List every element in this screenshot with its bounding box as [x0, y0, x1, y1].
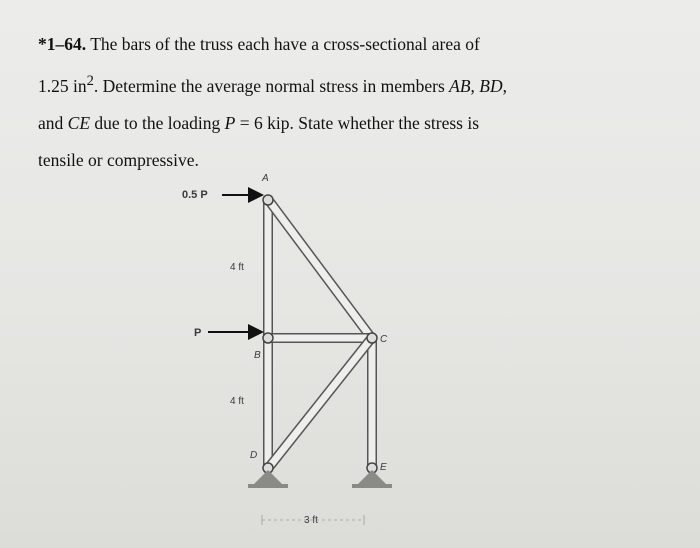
problem-line-3-start: and: [38, 112, 68, 133]
separator: ,: [470, 75, 480, 96]
problem-number: *1–64.: [38, 34, 87, 54]
member-ce: CE: [67, 112, 91, 133]
problem-line-4: tensile or compressive.: [38, 149, 199, 170]
node-label-d: D: [250, 450, 258, 461]
member-bd: BD: [479, 75, 503, 96]
problem-line-2-text: . Determine the average normal stress in members: [93, 75, 450, 96]
node-label-a: A: [262, 173, 269, 184]
joint-c: [367, 333, 377, 343]
truss-members: [268, 200, 372, 468]
problem-line-3-mid: due to the loading: [90, 112, 225, 133]
pin-supports: [248, 470, 392, 488]
dimension-label-lower: 4 ft: [230, 396, 244, 407]
load-label-mid: P: [194, 327, 202, 339]
support-d: [254, 470, 282, 484]
dimension-label-upper: 4 ft: [230, 262, 244, 273]
load-variable: P: [224, 112, 236, 133]
dimension-label-bottom: 3 ft: [304, 515, 318, 526]
separator: ,: [502, 75, 507, 96]
problem-line-3-end: = 6 kip. State whether the stress is: [235, 112, 480, 133]
node-label-c: C: [380, 334, 388, 345]
joint-a: [263, 195, 273, 205]
load-label-top: 0.5 P: [182, 189, 208, 201]
node-label-b: B: [254, 350, 261, 361]
node-label-e: E: [380, 462, 387, 473]
member-ab: AB: [449, 75, 471, 96]
joint-b: [263, 333, 273, 343]
problem-line-1-text: The bars of the truss each have a cross-sectional area of: [90, 34, 480, 54]
area-value: 1.25 in: [38, 75, 87, 96]
area-exponent: 2: [86, 73, 94, 89]
